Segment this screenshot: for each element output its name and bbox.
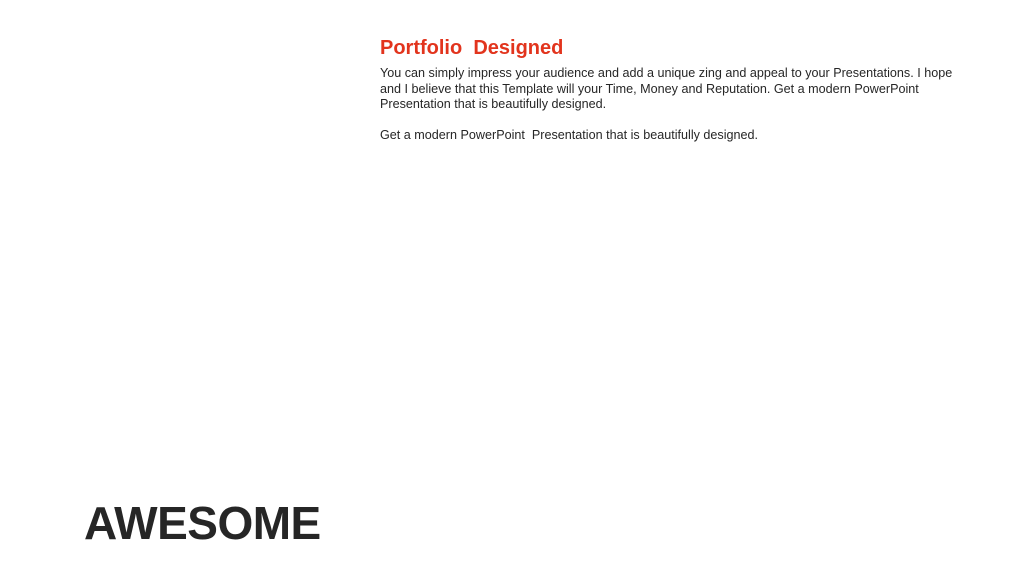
body-paragraph-secondary: Get a modern PowerPoint Presentation that is beautifully designed. — [380, 127, 759, 142]
headline-awesome: AWESOME — [84, 497, 321, 549]
body-paragraph: You can simply impress your audience and add a unique zing and appeal to your Presentations. I hope and I believe that this Template will your Time, Money and Reputation. Get a modern PowerPoint Presentation that is beautifully designed. — [380, 66, 956, 111]
slide-title: Portfolio Designed — [380, 37, 564, 59]
text-block — [380, 36, 970, 143]
